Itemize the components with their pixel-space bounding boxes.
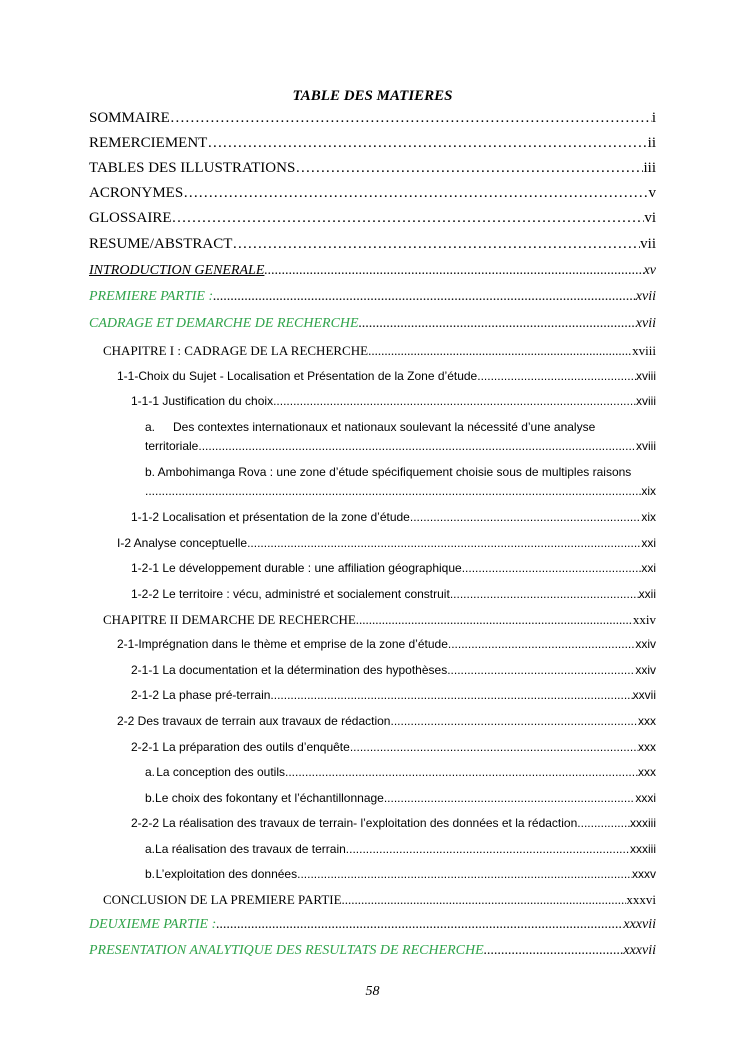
toc-entry-2-2[interactable]: [117, 714, 656, 728]
toc-entry-2-1-1[interactable]: [131, 663, 656, 677]
toc-entry-label: 1-2-2 Le territoire : vécu, administré et socialement construit: [131, 587, 450, 601]
toc-entry-resume[interactable]: [89, 236, 656, 253]
toc-entry-page: xxiv: [635, 663, 656, 677]
toc-entry-presentation[interactable]: [89, 943, 656, 959]
toc-entry-cadrage[interactable]: [89, 316, 656, 332]
toc-entry-i-2[interactable]: [117, 536, 656, 550]
toc-entry-a-conception[interactable]: [145, 765, 656, 779]
toc-entry-page: vi: [644, 210, 656, 226]
list-marker: a.: [145, 842, 156, 856]
toc-entry-acronymes[interactable]: [89, 185, 656, 202]
toc-entry-page: xxx: [638, 740, 656, 754]
list-marker: a.: [145, 765, 156, 779]
toc-entry-1-1-2[interactable]: [131, 510, 656, 524]
toc-entry-b-line1[interactable]: [145, 465, 631, 479]
toc-entry-sommaire[interactable]: [89, 110, 656, 127]
toc-entry-chapitre-1[interactable]: [103, 343, 656, 359]
toc-entry-page: xxxvii: [623, 943, 656, 958]
toc-entry-1-1-1[interactable]: [131, 394, 656, 408]
toc-entry-label: 1-1-Choix du Sujet - Localisation et Présentation de la Zone d’étude: [117, 369, 478, 383]
toc-entry-page: xvii: [635, 289, 656, 304]
toc-entry-label: CONCLUSION DE LA PREMIERE PARTIE: [103, 892, 342, 907]
toc-entry-page: v: [648, 185, 656, 201]
toc-entry-glossaire[interactable]: [89, 210, 656, 227]
toc-entry-label-line1: Des contextes internationaux et nationaux soulevant la nécessité d’une analyse: [173, 420, 596, 434]
toc-entry-label: territoriale: [145, 439, 199, 453]
toc-entry-label: 2-2 Des travaux de terrain aux travaux de rédaction: [117, 714, 391, 728]
toc-entry-label: DEUXIEME PARTIE :: [89, 917, 217, 932]
toc-entry-page: xxxv: [632, 867, 656, 881]
toc-entry-page: xix: [641, 510, 656, 524]
toc-entry-2-2-1[interactable]: [131, 740, 656, 754]
toc-entry-conclusion-1[interactable]: [103, 892, 656, 908]
toc-entry-page: xxxvi: [626, 892, 656, 907]
toc-entry-label: 2-1-1 La documentation et la détermination des hypothèses: [131, 663, 448, 677]
toc-entry-label: PRESENTATION ANALYTIQUE DES RESULTATS DE RECHERCHE: [89, 943, 484, 958]
toc-entry-page: xviii: [636, 394, 656, 408]
toc-entry-a-contextes[interactable]: [145, 439, 656, 453]
toc-entry-label: 2-2-2 La réalisation des travaux de terrain- l’exploitation des données et la rédaction: [131, 816, 578, 830]
list-marker: b.: [145, 867, 156, 881]
toc-entry-1-2-2[interactable]: [131, 587, 656, 601]
toc-entry-label: La conception des outils: [156, 765, 285, 779]
toc-entry-page: xxxiii: [630, 842, 656, 856]
toc-entry-page: iii: [643, 160, 656, 176]
toc-entry-page: xxx: [638, 765, 656, 779]
toc-entry-page: xviii: [636, 369, 656, 383]
toc-entry-label-line1: b. Ambohimanga Rova : une zone d’étude spécifiquement choisie sous de multiples raisons: [145, 465, 632, 479]
toc-entry-label: 1-2-1 Le développement durable : une affiliation géographique: [131, 561, 462, 575]
toc-entry-label: INTRODUCTION GENERALE: [89, 263, 265, 278]
toc-entry-page: xvii: [635, 316, 656, 331]
toc-entry-page: xxiv: [632, 612, 656, 627]
toc-entry-label: PREMIERE PARTIE :: [89, 289, 214, 304]
toc-entry-label: RESUME/ABSTRACT: [89, 236, 233, 252]
toc-entry-b-exploitation[interactable]: [145, 867, 656, 881]
page-number: 58: [365, 984, 380, 999]
toc-entry-page: xxi: [641, 536, 656, 550]
toc-entry-label: L’exploitation des données: [155, 867, 298, 881]
toc-entry-page: xxvii: [632, 688, 656, 702]
toc-entry-page: vii: [640, 236, 656, 252]
toc-entry-page: xviii: [632, 343, 656, 358]
toc-entry-label: CHAPITRE II DEMARCHE DE RECHERCHE: [103, 612, 356, 627]
toc-entry-1-1[interactable]: [117, 369, 656, 383]
toc-entry-b-choix[interactable]: [145, 791, 656, 805]
toc-entry-label: REMERCIEMENT: [89, 135, 208, 151]
toc-entry-remerciement[interactable]: [89, 135, 656, 152]
toc-entry-page: xxiv: [635, 637, 656, 651]
toc-entry-page: xxxiii: [630, 816, 656, 830]
toc-entry-label: CADRAGE ET DEMARCHE DE RECHERCHE: [89, 316, 359, 331]
toc-entry-page: xix: [641, 484, 656, 498]
toc-entry-label: 2-2-1 La préparation des outils d’enquête: [131, 740, 350, 754]
toc-entry-label: TABLES DES ILLUSTRATIONS: [89, 160, 296, 176]
toc-title: TABLE DES MATIERES: [292, 88, 453, 104]
toc-entry-a-line1[interactable]: [145, 420, 595, 434]
toc-entry-label: 2-1-Imprégnation dans le thème et emprise de la zone d’étude: [117, 637, 448, 651]
toc-entry-label: GLOSSAIRE: [89, 210, 172, 226]
toc-entry-2-1[interactable]: [117, 637, 656, 651]
toc-entry-a-realisation[interactable]: [145, 842, 656, 856]
toc-entry-page: xxxi: [635, 791, 656, 805]
toc-entry-label: CHAPITRE I : CADRAGE DE LA RECHERCHE: [103, 343, 369, 358]
toc-entry-page: xv: [643, 263, 656, 278]
toc-entry-2-1-2[interactable]: [131, 688, 656, 702]
toc-entry-page: xxx: [638, 714, 656, 728]
toc-entry-page: i: [651, 110, 656, 126]
toc-entry-label: 2-1-2 La phase pré-terrain: [131, 688, 271, 702]
list-marker: a.: [145, 420, 156, 434]
toc-entry-label: La réalisation des travaux de terrain: [155, 842, 346, 856]
toc-entry-tables-illustrations[interactable]: [89, 160, 656, 177]
toc-entry-page: xviii: [636, 439, 656, 453]
toc-entry-chapitre-2[interactable]: [103, 612, 656, 628]
list-marker: b.: [145, 791, 156, 805]
toc-entry-label: ACRONYMES: [89, 185, 184, 201]
toc-entry-1-2-1[interactable]: [131, 561, 656, 575]
toc-entry-b-ambohimanga[interactable]: [145, 484, 656, 498]
toc-entry-page: ii: [647, 135, 656, 151]
toc-entry-label: 1-1-1 Justification du choix: [131, 394, 274, 408]
toc-entry-introduction[interactable]: [89, 263, 656, 279]
toc-entry-2-2-2[interactable]: [131, 816, 656, 830]
toc-entry-deuxieme-partie[interactable]: [89, 917, 656, 933]
toc-entry-label: 1-1-2 Localisation et présentation de la zone d’étude: [131, 510, 410, 524]
toc-entry-label: SOMMAIRE: [89, 110, 170, 126]
toc-entry-page: xxii: [638, 587, 656, 601]
toc-entry-label: Le choix des fokontany et l’échantillonnage: [155, 791, 384, 805]
toc-entry-page: xxi: [641, 561, 656, 575]
toc-entry-premiere-partie[interactable]: [89, 289, 656, 305]
toc-entry-page: xxxvii: [623, 917, 656, 932]
toc-entry-label: I-2 Analyse conceptuelle: [117, 536, 248, 550]
